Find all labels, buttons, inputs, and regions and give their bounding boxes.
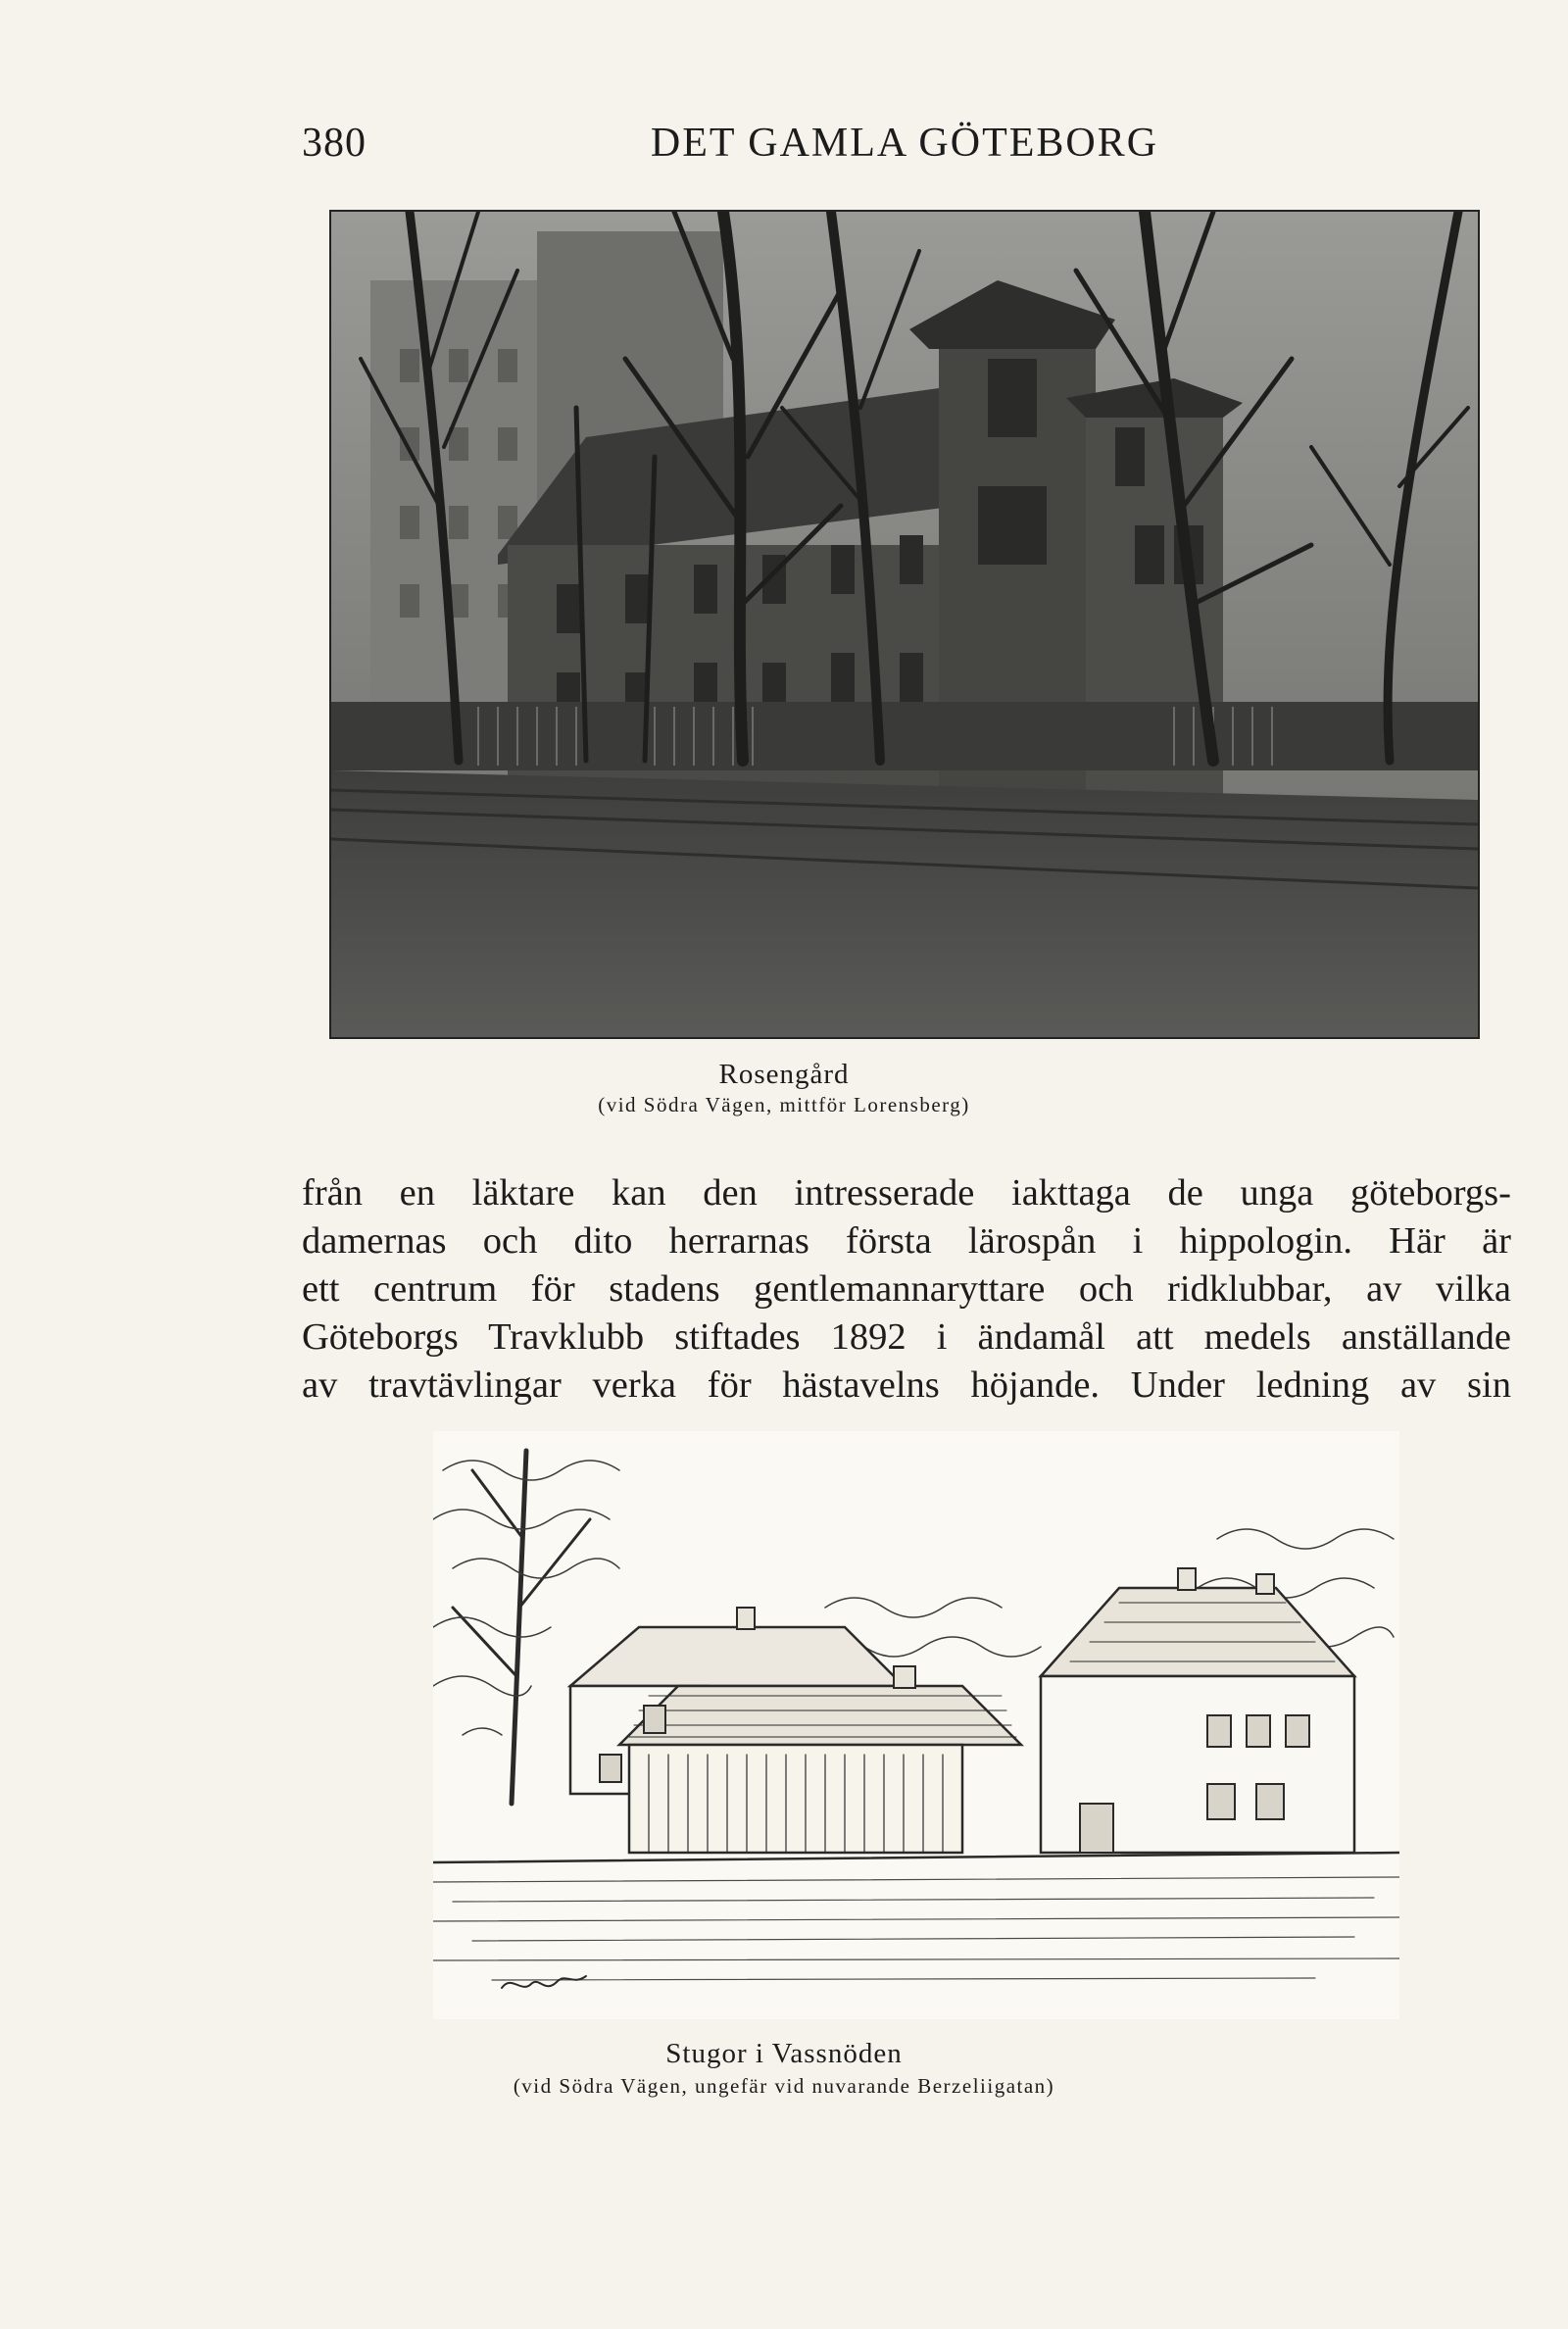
page-number: 380 [302, 121, 367, 166]
running-head: DET GAMLA GÖTEBORG [650, 121, 1159, 166]
text-line: Göteborgs Travklubb stiftades 1892 i ändamål att medels anställande [302, 1316, 1511, 1358]
body-paragraph [302, 1169, 1511, 1410]
figure-1-caption-subtitle: (vid Södra Vägen, mittför Lorensberg) [598, 1093, 970, 1116]
text-line: ett centrum för stadens gentlemannaryttare och ridklubbar, av vilka [302, 1268, 1511, 1310]
page-header [302, 120, 1507, 169]
figure-2-caption-title: Stugor i Vassnöden [665, 2038, 903, 2069]
figure-2-caption [0, 2038, 1568, 2099]
text-line: damernas och dito herrarnas första lärospån i hippologin. Här är [302, 1220, 1511, 1262]
figure-2-caption-subtitle: (vid Södra Vägen, ungefär vid nuvarande Berzeliigatan) [513, 2074, 1055, 2098]
text-line: från en läktare kan den intresserade iakttaga de unga göteborgs- [302, 1172, 1511, 1214]
figure-1-caption [0, 1059, 1568, 1117]
vassnoden-drawing [433, 1431, 1399, 2019]
text-line: av travtävlingar verka för hästavelns höjande. Under ledning av sin [302, 1364, 1511, 1406]
figure-1-caption-title: Rosengård [718, 1059, 850, 1090]
rosengard-photograph [329, 210, 1480, 1039]
